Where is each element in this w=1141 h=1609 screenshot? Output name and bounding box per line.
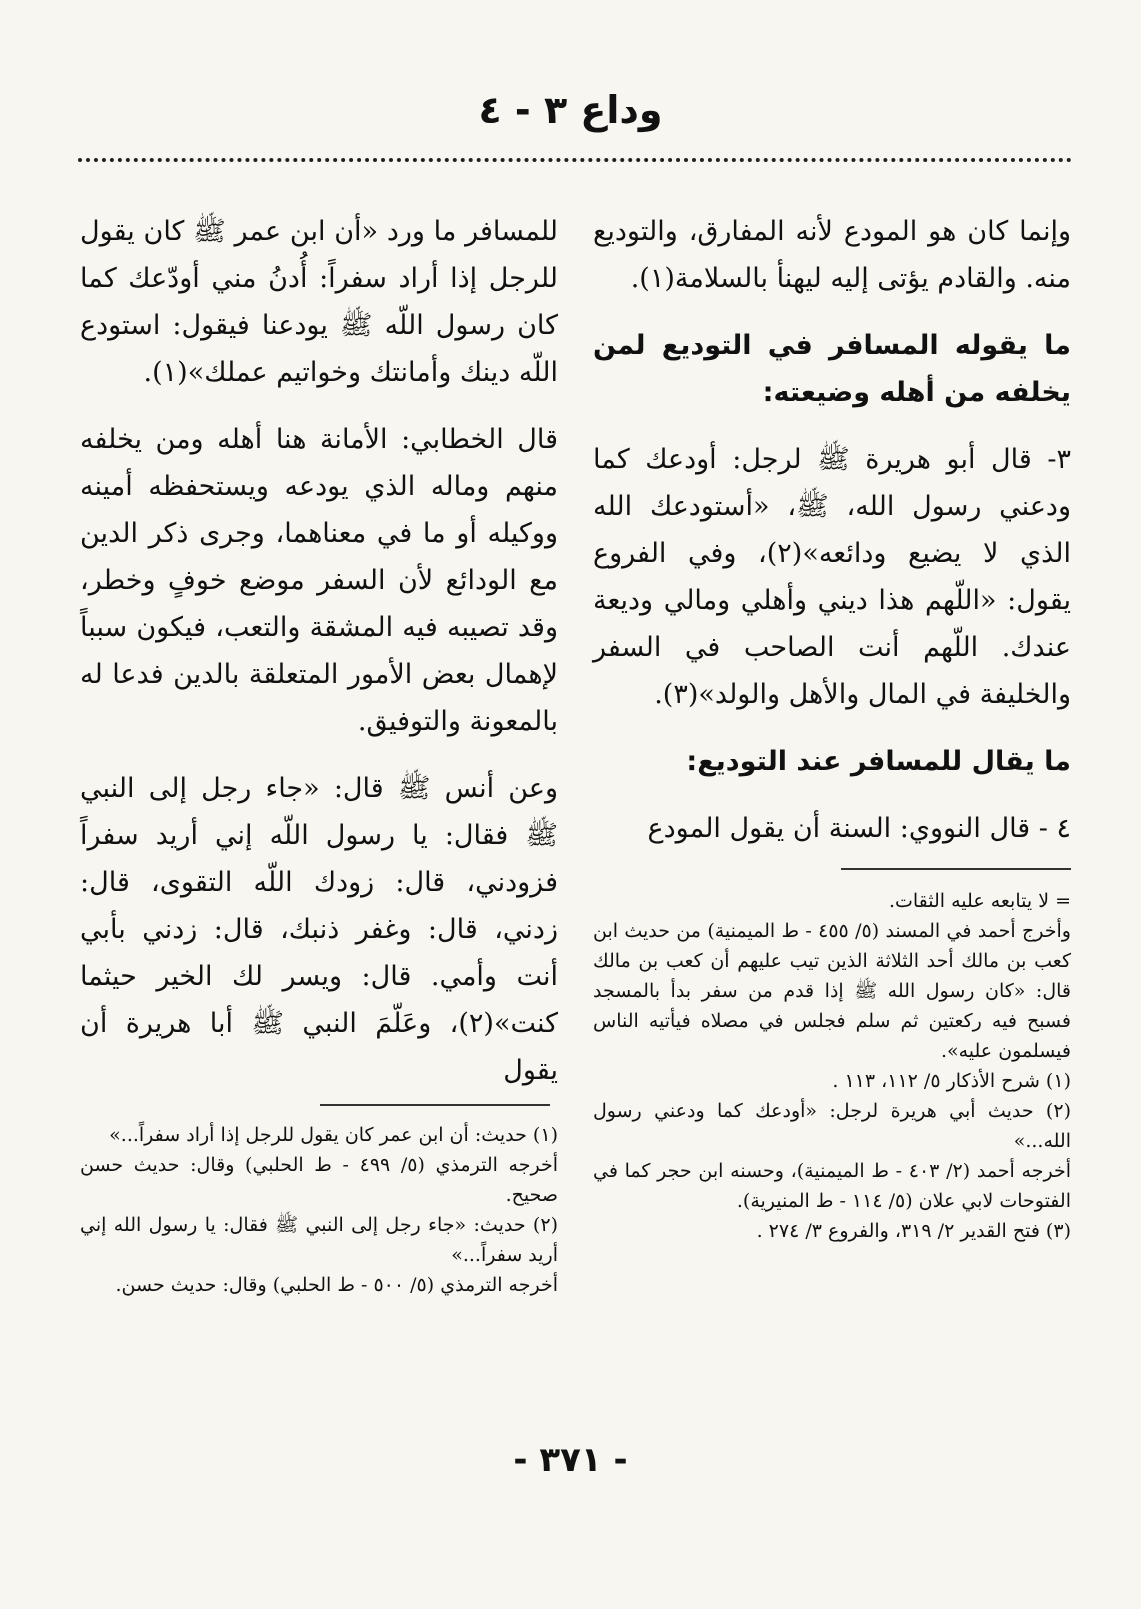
header-dotted-divider: [78, 158, 1072, 162]
left-paragraph-1: للمسافر ما ورد «أن ابن عمر ﷺ كان يقول للرجل إذا أراد سفراً: أُدنُ مني أودّعك كما كان رسول اللّه ﷺ يودعنا فيقول: استودع اللّه دينك وأمانتك وخواتيم عملك»(١).: [80, 216, 558, 388]
footnote-line: = لا يتابعه عليه الثقات.: [888, 890, 1071, 912]
footnote-line: (٢) حديث أبي هريرة لرجل: «أودعك كما ودعني رسول الله...»: [593, 1100, 1071, 1152]
right-footnote-divider: [841, 868, 1071, 870]
right-heading-2: ما يقال للمسافر عند التوديع:: [686, 746, 1071, 777]
footnote-line: (٢) حديث: «جاء رجل إلى النبي ﷺ فقال: يا رسول الله إني أريد سفراً...»: [80, 1214, 558, 1266]
footnote-line: أخرجه الترمذي (٥/ ٥٠٠ - ط الحلبي) وقال: حديث حسن.: [115, 1274, 558, 1296]
right-paragraph-2: ٣- قال أبو هريرة ﷺ لرجل: أودعك كما ودعني رسول الله، ﷺ، «أستودعك الله الذي لا يضيع ودائعه»(٢)، وفي الفروع يقول: «اللّهم هذا ديني وأهلي ومالي وديعة عندك. اللّهم أنت الصاحب في السفر والخليفة في المال والأهل والولد»(٣).: [593, 444, 1071, 710]
page-number: - ٣٧١ -: [513, 1440, 628, 1480]
footnote-line: (٣) فتح القدير ٢/ ٣١٩، والفروع ٣/ ٢٧٤ .: [756, 1220, 1071, 1242]
footnote-line: (١) حديث: أن ابن عمر كان يقول للرجل إذا أراد سفراً...»: [109, 1124, 558, 1146]
footnote-line: (١) شرح الأذكار ٥/ ١١٢، ١١٣ .: [832, 1070, 1071, 1092]
left-paragraph-2: قال الخطابي: الأمانة هنا أهله ومن يخلفه منهم وماله الذي يودعه ويستحفظه أمينه ووكيله أو ما في معناهما، وجرى ذكر الدين مع الودائع لأن السفر موضع خوفٍ وخطر، وقد تصيبه فيه المشقة والتعب، فيكون سبباً لإهمال بعض الأمور المتعلقة بالدين فدعا له بالمعونة والتوفيق.: [80, 424, 558, 737]
footnote-line: أخرجه الترمذي (٥/ ٤٩٩ - ط الحلبي) وقال: حديث حسن صحيح.: [80, 1154, 558, 1206]
right-text-column: [593, 208, 1071, 872]
right-paragraph-3: ٤ - قال النووي: السنة أن يقول المودع: [647, 813, 1071, 844]
footnote-line: وأخرج أحمد في المسند (٥/ ٤٥٥ - ط الميمنية) من حديث ابن كعب بن مالك أحد الثلاثة الذين تيب عليهم أن كعب بن مالك قال: «كان رسول الله ﷺ إذا قدم من سفر بدأ بالمسجد فسبح فيه ركعتين ثم سلم فجلس في مصلاه فيأتيه الناس فيسلمون عليه».: [593, 920, 1071, 1062]
footnote-line: أخرجه أحمد (٢/ ٤٠٣ - ط الميمنية)، وحسنه ابن حجر كما في الفتوحات لابي علان (٥/ ١١٤ - ط المنيرية).: [593, 1160, 1071, 1212]
left-text-column: [80, 208, 558, 1114]
right-heading-1: ما يقوله المسافر في التوديع لمن يخلفه من أهله وضيعته:: [593, 330, 1071, 408]
left-paragraph-3: وعن أنس ﷺ قال: «جاء رجل إلى النبي ﷺ فقال: يا رسول اللّه إني أريد سفراً فزودني، قال: زودك اللّه التقوى، قال: زدني، قال: وغفر ذنبك، قال: زدني بأبي أنت وأمي. قال: ويسر لك الخير حيثما كنت»(٢)، وعَلّمَ النبي ﷺ أبا هريرة أن يقول: [80, 773, 558, 1086]
left-footnotes: [80, 1120, 558, 1300]
left-footnote-divider: [320, 1104, 550, 1106]
right-footnotes: [593, 886, 1071, 1246]
right-paragraph-1: وإنما كان هو المودع لأنه المفارق، والتوديع منه. والقادم يؤتى إليه ليهنأ بالسلامة(١).: [593, 216, 1071, 294]
page-header-title: وداع ٣ - ٤: [478, 88, 663, 132]
